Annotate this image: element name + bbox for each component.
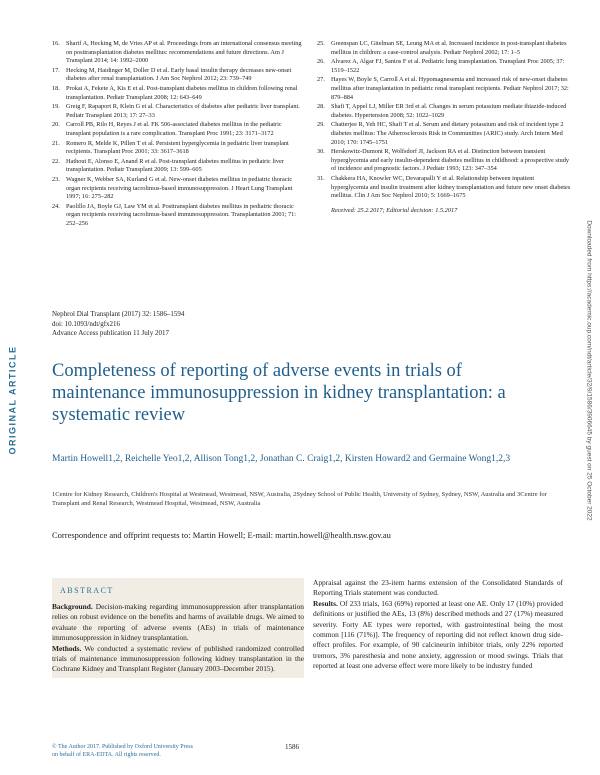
reference-item: 18. Prokai A, Fekete A, Kis E et al. Post-transplant diabetes mellitus in children following renal transplantation. Pediatr Transplant 2008; 12: 643–649 [52,84,298,101]
doi: doi: 10.1093/ndt/gfx216 [52,319,121,328]
affiliations: 1Centre for Kidney Research, Children's Hospital at Westmead, Westmead, NSW, Australia, 2Sydney School of Public Health, University of Sydney, Sydney, NSW, Australia and 3Centre for Transplant and Renal Research, Westmead Hospital, Westmead, NSW, Australia [52,491,547,507]
abstract-methods-continued: Appraisal against the 23-item harms extension of the Consolidated Standards of Reporting Trials statement was conducted. [313,578,563,598]
article-type-label: ORIGINAL ARTICLE [7,345,17,455]
copyright-notice: © The Author 2017. Published by Oxford University Press on behalf of ERA-EDTA. All rights reserved. [52,744,193,758]
abstract-heading: ABSTRACT [60,586,114,595]
received-dates: Received: 25.2.2017; Editorial decision: 1.5.2017 [331,206,458,214]
reference-item: 29. Chatterjee R, Yeh HC, Shafi T et al. Serum and dietary potassium and risk of incident type 2 diabetes mellitus: The Atherosclerosis Risk in Communities (ARIC) study. Arch Intern Med 2010; 170: 1745–1751 [317,121,564,146]
reference-item: 16. Sharif A, Hecking M, de Vries AP et al. Proceedings from an international consensus meeting on posttransplantation diabetes mellitus: recommendations and future directions. Am J Transplant 2014; 14: 1992–2000 [52,40,302,65]
reference-column-left [52,40,307,229]
abstract-background: Background. Decision-making regarding immunosuppression after transplantation relies on robust evidence on the benefits and harms of available drugs. We aimed to evaluate the reporting of adverse events (AEs) in trials of maintenance immunosuppression in kidney transplantation. [52,602,304,643]
reference-item: 19. Greig F, Rapaport R, Klein G et al. Characteristics of diabetes after pediatric liver transplant. Pediatr Transplant 2013; 17: 27–33 [52,103,300,119]
author-list: Martin Howell1,2, Reichelle Yeo1,2, Allison Tong1,2, Jonathan C. Craig1,2, Kirsten Howard2 and Germaine Wong1,2,3 [52,454,511,464]
page-number: 1586 [285,743,299,751]
reference-item: 20. Carroll PB, Rilo H, Reyes J et al. FK 506-associated diabetes mellitus in the pediatric transplant population is a rare complication. Transplant Proc 1991; 23: 3171–3172 [52,121,282,137]
abstract-methods: Methods. We conducted a systematic review of published randomized controlled trials of maintenance immunosuppression following kidney transplantation in the Cochrane Kidney and Transplant Register (January 2003–December 2015). [52,643,304,674]
abstract-results: Results. Of 233 trials, 163 (69%) reported at least one AE. Only 17 (10%) provided definitions or justified the AEs, 13 (8%) described methods and 27 (17%) measured severity. Forty AE types were reported, with gastrointestinal being the most common [116 (71%)]. The frequency of reporting did not reflect known drug side-effect profiles. For example, of 90 calcineurin inhibitor trials, only 22% reported tremors, 3% paresthesia and none anxiety, aggression or mood swings. Trials that reported at least one adverse effect were more likely to be industry funded [313,598,563,671]
reference-list [52,40,572,229]
reference-item: 17. Hecking M, Haidinger M, Doller D et al. Early basal insulin therapy decreases new-onset diabetes after renal transplantation. J Am Soc Nephrol 2012; 23: 739–749 [52,66,292,83]
reference-item: 22. Hathout E, Alonso E, Anand R et al. Post-transplant diabetes mellitus in pediatric liver transplantation. Pediatr Transplant 2009; 13: 599–605 [52,157,284,174]
reference-item: 27. Hayes W, Boyle S, Carroll A et al. Hypomagnesemia and increased risk of new-onset diabetes mellitus after transplantation in pediatric renal transplant recipients. Pediatr Nephrol 2017; 32: 879–884 [317,76,569,101]
reference-item: 31. Chakkera HA, Knowler WC, Devarapalli Y et al. Relationship between inpatient hyperglycemia and insulin treatment after kidney transplantation and future new onset diabetes mellitus. Clin J Am Soc Nephrol 2010; 5: 1669–1675 [317,174,571,200]
journal-info [52,310,184,339]
journal-citation: Nephrol Dial Transplant (2017) 32: 1586–1594 [52,310,185,318]
reference-item: 25. Greenspan LC, Gitelman SE, Leung MA et al. Increased incidence in post-transplant diabetes mellitus in children: a case-control analysis. Pediatr Nephrol 2002; 17: 1–5 [317,40,567,56]
reference-item: 24. Paolillo JA, Boyle GJ, Law YM et al. Posttransplant diabetes mellitus in pediatric thoracic organ recipients receiving tacrolimus-based immunosuppression. Transplantation 2001; 71: 252–256 [52,202,297,227]
reference-item: 28. Shafi T, Appel LJ, Miller ER 3rd et al. Changes in serum potassium mediate thiazide-induced diabetes. Hypertension 2008; 52: 1022–1029 [317,103,567,119]
reference-item: 23. Wagner K, Webber SA, Kurland G et al. New-onset diabetes mellitus in pediatric thoracic organ recipients receiving tacrolimus-based immunosuppression. J Heart Lung Transplant 1997; 16: 275–282 [52,175,293,201]
reference-item: 26. Alvarez A, Algar FJ, Santos F et al. Pediatric lung transplantation. Transplant Proc 2005; 37: 1519–1522 [317,58,565,74]
abstract-left-column [52,602,304,675]
correspondence: Correspondence and offprint requests to: Martin Howell; E-mail: martin.howell@health.nsw.gov.au [52,530,391,540]
advance-access: Advance Access publication 11 July 2017 [52,329,169,337]
download-notice: Downloaded from https://academic.oup.com/ndt/article/32/9/1586/3906645 by guest on 25 October 2022 [585,219,593,521]
reference-column-right [317,40,572,229]
reference-item: 21. Romero R, Melde K, Pillen T et al. Persistent hyperglycemia in pediatric liver transplant recipients. Transplant Proc 2001; 33: 3617–3618 [52,139,289,156]
reference-item: 30. Herskowitz-Dumont R, Wolfsdorf JI, Jackson RA et al. Distinction between transient hyperglycemia and early insulin-dependent diabetes mellitus in childhood: a prospective study of incidence and prognostic factors. J Pediatr 1993; 123: 347–354 [317,148,570,173]
article-title: Completeness of reporting of adverse events in trials of maintenance immunosuppression in kidney transplantation: a systematic review [52,361,506,425]
abstract-right-column [313,578,563,672]
